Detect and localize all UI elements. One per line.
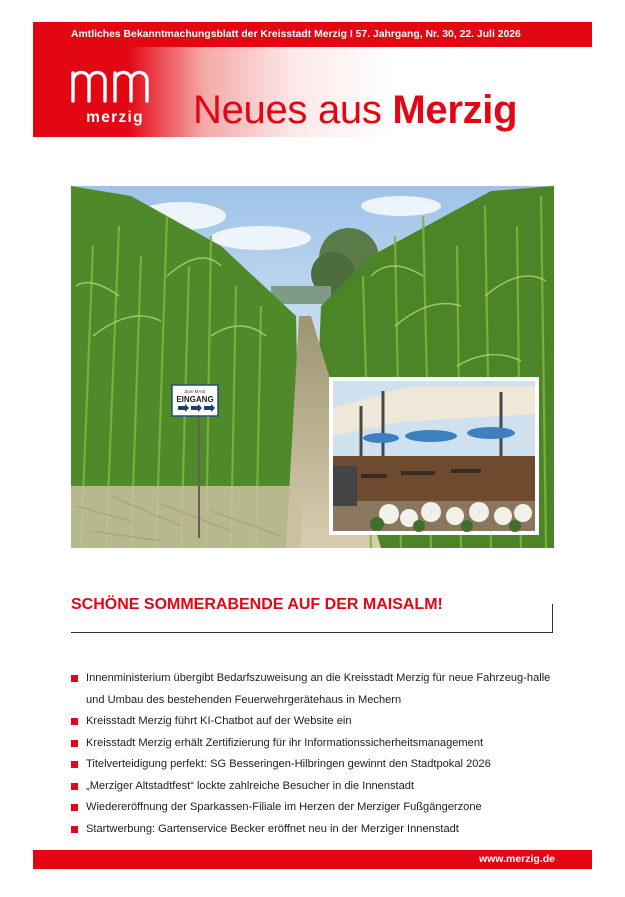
- bullet-square-icon: [71, 761, 78, 768]
- sign-label: EINGANG: [176, 395, 214, 404]
- news-list: [71, 668, 561, 840]
- news-item-text: „Merziger Altstadtfest“ lockte zahlreiche Besucher in die Innenstadt: [86, 779, 415, 792]
- headline-underline: [71, 632, 553, 633]
- merzig-logo: [69, 59, 159, 125]
- news-item: [71, 668, 561, 711]
- news-item: [71, 754, 561, 776]
- news-item-text: Kreisstadt Merzig erhält Zertifizierung für ihr Informationssicherheitsmanagement: [86, 736, 484, 749]
- headline-corner-rule: [552, 604, 553, 633]
- title-regular: Neues aus: [193, 88, 393, 132]
- news-item-text: Startwerbung: Gartenservice Becker eröffnet neu in der Merziger Innenstadt: [86, 822, 459, 835]
- news-item-text: Innenministerium übergibt Bedarfszuweisung an die Kreisstadt Merzig für neue Fahrzeug-halle und Umbau des bestehenden Feuerwehrgerätehaus in Mechern: [86, 672, 551, 706]
- logo-wordmark: merzig: [86, 109, 144, 126]
- bullet-square-icon: [71, 718, 78, 725]
- main-headline: SCHÖNE SOMMERABENDE AUF DER MAISALM!: [71, 596, 443, 613]
- title-bold: Merzig: [392, 88, 518, 132]
- news-item: [71, 733, 561, 755]
- masthead: [33, 47, 592, 137]
- news-item: [71, 711, 561, 733]
- news-item-text: Titelverteidigung perfekt: SG Besseringen-Hilbringen gewinnt den Stadtpokal 2026: [86, 758, 491, 770]
- footer-bar: [33, 850, 592, 869]
- cover-photo: [71, 186, 554, 548]
- mm-logo-icon: [69, 59, 159, 109]
- inset-photo: [329, 377, 539, 535]
- news-item: [71, 776, 561, 798]
- bulletin-line: Amtliches Bekanntmachungsblatt der Kreisstadt Merzig I 57. Jahrgang, Nr. 30, 22. Juli 2026: [71, 29, 521, 40]
- news-item-text: Wiedereröffnung der Sparkassen-Filiale im Herzen der Merziger Fußgängerzone: [86, 801, 482, 813]
- header-bulletin-bar: [33, 22, 592, 47]
- bullet-square-icon: [71, 804, 78, 811]
- page-title: [193, 88, 517, 133]
- corn-maze-illustration: [71, 186, 554, 548]
- news-item: [71, 819, 561, 841]
- news-item-text: Kreisstadt Merzig führt KI-Chatbot auf der Website ein: [86, 715, 352, 727]
- website-link[interactable]: www.merzig.de: [478, 853, 555, 865]
- sign-small-text: Zum MAIS: [184, 389, 206, 394]
- news-item: [71, 797, 561, 819]
- bullet-square-icon: [71, 740, 78, 747]
- bullet-square-icon: [71, 675, 78, 682]
- bullet-square-icon: [71, 783, 78, 790]
- bullet-square-icon: [71, 826, 78, 833]
